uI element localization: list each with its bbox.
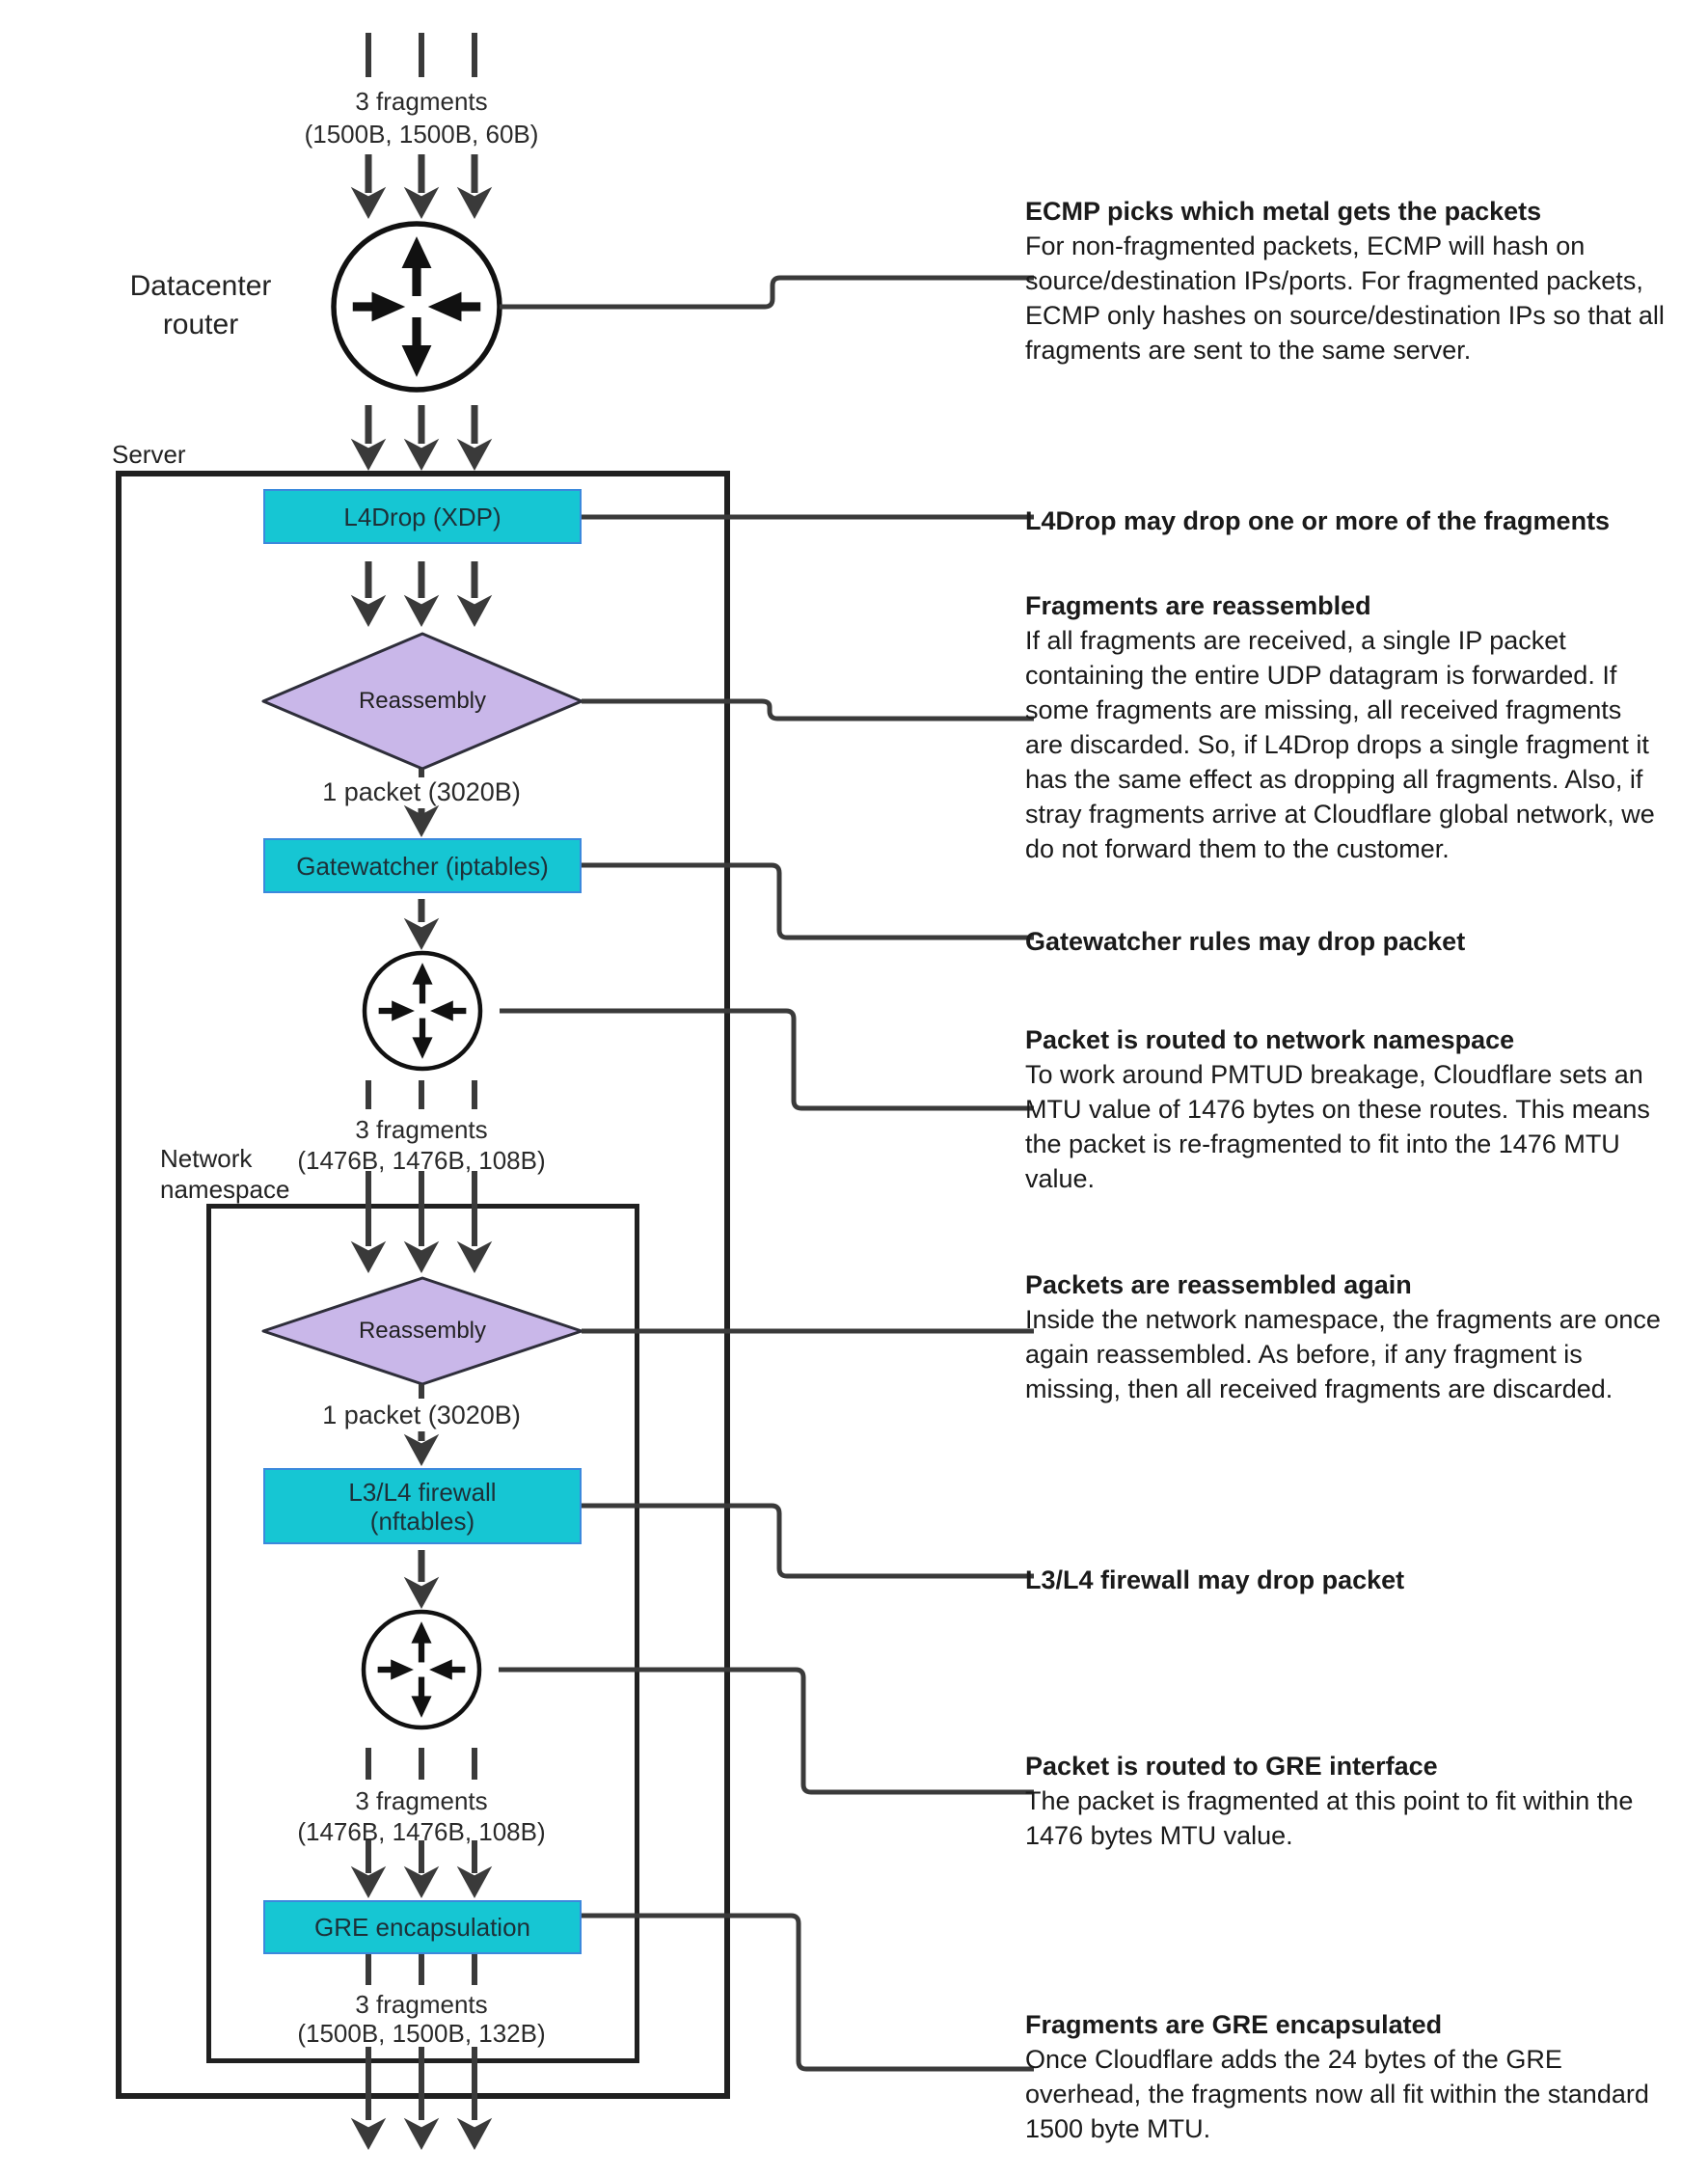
- network-namespace-label: Network: [160, 1144, 253, 1173]
- annotation-heading: Fragments are GRE encapsulated: [1025, 2010, 1443, 2039]
- annotation-gre-encapsulated: Fragments are GRE encapsulated Once Cloudflare adds the 24 bytes of the GRE overhead, the fragments now all fit within the standard 1500 byte MTU.: [1025, 2007, 1649, 2146]
- reassembly-label: Reassembly: [358, 1318, 487, 1344]
- top-fragments-count: 3 fragments: [355, 87, 488, 116]
- annotation-heading: Gatewatcher rules may drop packet: [1025, 927, 1466, 956]
- annotation-heading: Packet is routed to GRE interface: [1025, 1752, 1438, 1781]
- annotation-heading: L3/L4 firewall may drop packet: [1025, 1565, 1405, 1594]
- fragment-tick-icon: [368, 33, 474, 77]
- down-arrow-icon: [405, 1431, 438, 1465]
- down-arrow-icon: [352, 561, 491, 626]
- network-namespace-label: namespace: [160, 1175, 290, 1204]
- fragment-tick-icon: [368, 1748, 474, 1780]
- annotation-heading: Fragments are reassembled: [1025, 591, 1371, 620]
- down-arrow-icon: [352, 1171, 491, 1272]
- annotation-reassembled-again: Packets are reassembled again Inside the network namespace, the fragments are once again reassembled. As before, if any fragment is missing, then all received fragments are discarded.: [1025, 1267, 1661, 1406]
- l3l4-label-line1: L3/L4 firewall: [348, 1477, 497, 1507]
- down-arrow-icon: [405, 1550, 438, 1608]
- down-arrow-icon: [352, 2047, 491, 2149]
- midway-fragments-sizes: (1476B, 1476B, 108B): [297, 1146, 546, 1175]
- reassembly-label: Reassembly: [358, 688, 487, 714]
- packet-size-label: 1 packet (3020B): [322, 1401, 521, 1429]
- annotation-heading: Packets are reassembled again: [1025, 1270, 1412, 1299]
- down-arrow-icon: [352, 1840, 491, 1897]
- server-box-label: Server: [112, 440, 186, 469]
- fragment-tick-icon: [368, 1954, 474, 1985]
- gre-input-fragments-sizes: (1476B, 1476B, 108B): [297, 1817, 546, 1846]
- router-icon: [365, 953, 480, 1069]
- annotation-gre-interface: Packet is routed to GRE interface The packet is fragmented at this point to fit within the 1476 bytes MTU value.: [1025, 1749, 1633, 1853]
- l4drop-label: L4Drop (XDP): [343, 502, 502, 531]
- router-icon: [334, 224, 500, 390]
- gre-output-fragments-sizes: (1500B, 1500B, 132B): [297, 2019, 546, 2048]
- annotation-reassembled: Fragments are reassembled If all fragments are received, a single IP packet containing the entire UDP datagram is forwarded. If some fragments are missing, all received fragments are discarded. So, if L4Drop drops a single fragment it has the same effect as dropping all fragments. Also, if stray fragments arrive at Cloudflare global network, we do not forward them to the customer.: [1025, 588, 1655, 866]
- annotation-ecmp: ECMP picks which metal gets the packets For non-fragmented packets, ECMP will hash on source/destination IPs/ports. For fragmented packets, ECMP only hashes on source/destination IPs so that all fragments are sent to the same server.: [1025, 194, 1665, 367]
- annotation-heading: Packet is routed to network namespace: [1025, 1025, 1515, 1054]
- midway-fragments-count: 3 fragments: [355, 1115, 488, 1144]
- fragment-tick-icon: [368, 1080, 474, 1109]
- top-fragments-sizes: (1500B, 1500B, 60B): [304, 120, 539, 149]
- down-arrow-icon: [405, 806, 438, 836]
- router-icon: [364, 1612, 479, 1728]
- gatewatcher-label: Gatewatcher (iptables): [296, 851, 549, 881]
- gre-output-fragments-count: 3 fragments: [355, 1990, 488, 2019]
- gre-label: GRE encapsulation: [313, 1913, 531, 1942]
- annotation-gatewatcher: [1025, 924, 1465, 959]
- gre-input-fragments-count: 3 fragments: [355, 1786, 488, 1815]
- datacenter-router-label: router: [162, 309, 239, 340]
- l3l4-label-line2: (nftables): [369, 1506, 475, 1536]
- annotation-heading: L4Drop may drop one or more of the fragments: [1025, 506, 1611, 535]
- down-arrow-icon: [352, 405, 491, 470]
- packet-size-label: 1 packet (3020B): [322, 777, 521, 806]
- annotation-heading: ECMP picks which metal gets the packets: [1025, 197, 1542, 226]
- down-arrow-icon: [405, 899, 438, 949]
- annotation-routed-namespace: Packet is routed to network namespace To work around PMTUD breakage, Cloudflare sets an MTU value of 1476 bytes on these routes. This means the packet is re-fragmented to fit into the 1476 MTU value.: [1025, 1022, 1650, 1196]
- annotation-l4drop: [1025, 503, 1610, 538]
- annotation-l3l4: [1025, 1563, 1404, 1597]
- datacenter-router-label: Datacenter: [129, 270, 272, 302]
- down-arrow-icon: [352, 154, 491, 218]
